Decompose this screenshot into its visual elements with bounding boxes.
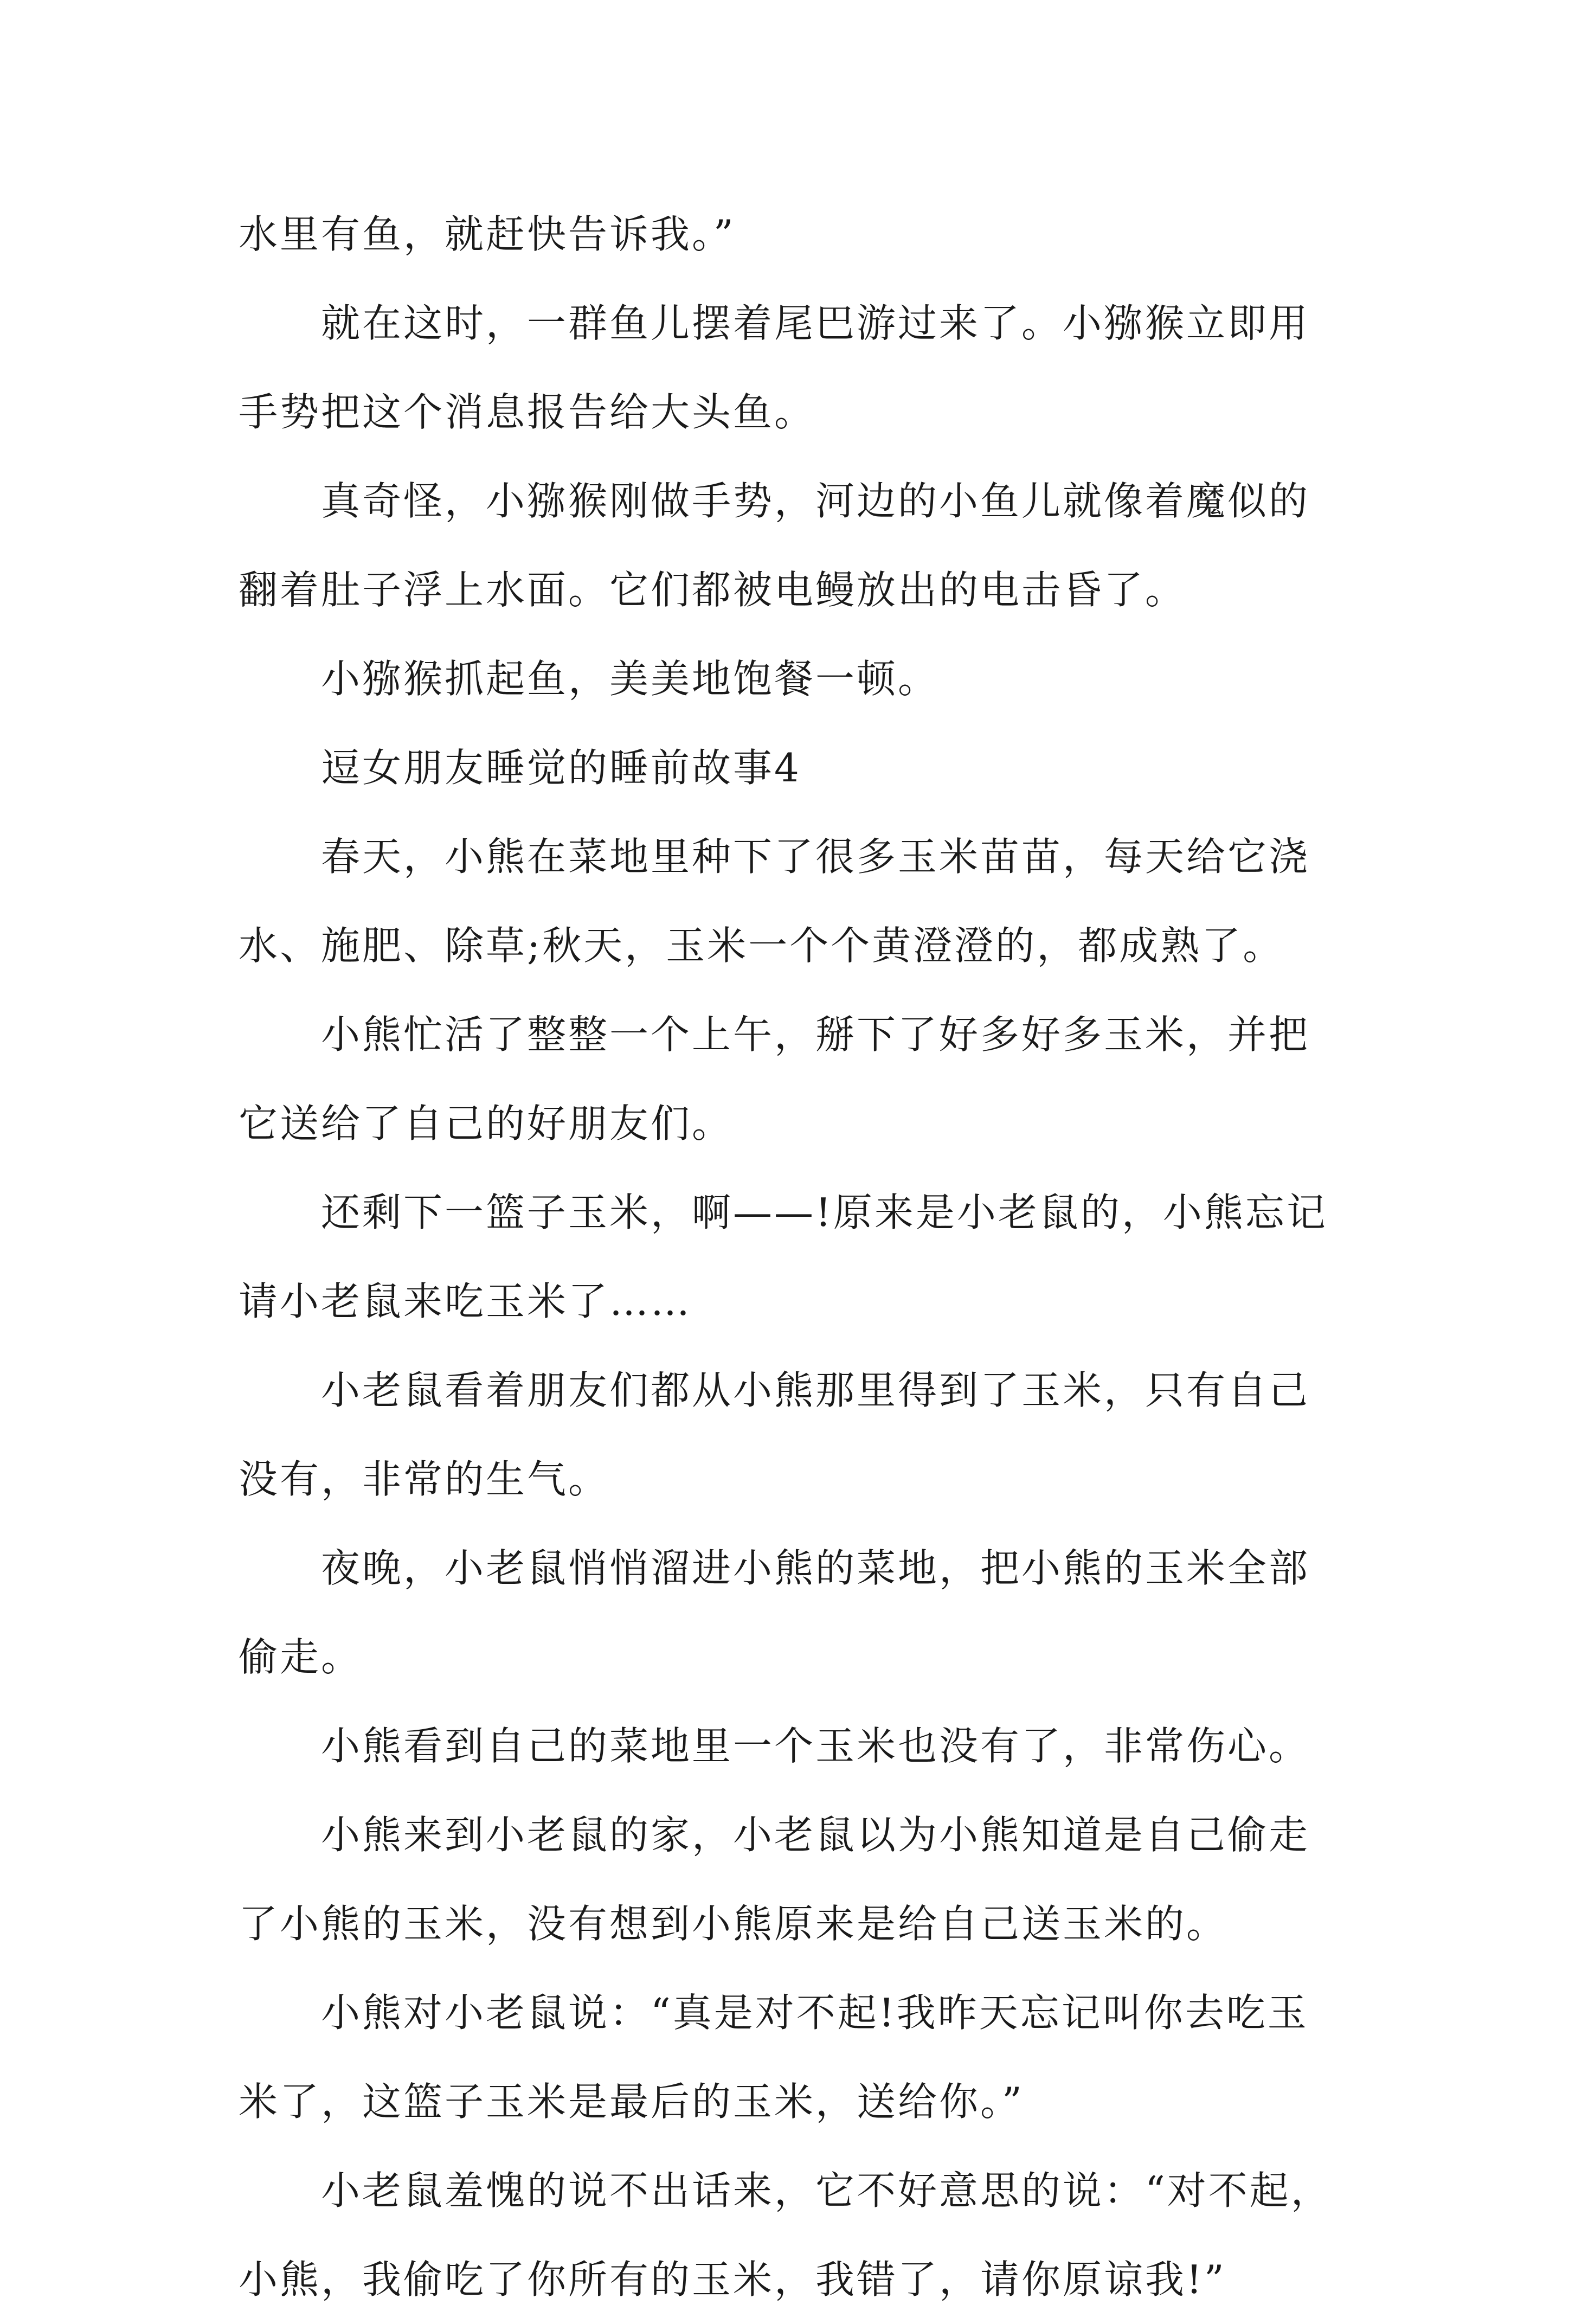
paragraph: 小老鼠羞愧的说不出话来，它不好意思的说：“对不起，小熊，我偷吃了你所有的玉米，我错了，请你原谅我!”: [239, 2168, 1332, 2302]
paragraph: 小熊来到小老鼠的家，小老鼠以为小熊知道是自己偷走了小熊的玉米，没有想到小熊原来是给自己送玉米的。: [239, 1812, 1310, 1947]
paragraph: 春天，小熊在菜地里种下了很多玉米苗苗，每天给它浇水、施肥、除草;秋天，玉米一个个黄澄澄的，都成熟了。: [239, 834, 1310, 968]
paragraph: 就在这时，一群鱼儿摆着尾巴游过来了。小猕猴立即用手势把这个消息报告给大头鱼。: [239, 300, 1310, 435]
paragraph: 夜晚，小老鼠悄悄溜进小熊的菜地，把小熊的玉米全部偷走。: [239, 1545, 1310, 1680]
document-body: [239, 190, 1345, 2324]
paragraph: 小熊忙活了整整一个上午，掰下了好多好多玉米，并把它送给了自己的好朋友们。: [239, 1012, 1310, 1146]
paragraph: 真奇怪，小猕猴刚做手势，河边的小鱼儿就像着魔似的翻着肚子浮上水面。它们都被电鳗放出的电击昏了。: [239, 478, 1310, 613]
paragraph: 小熊对小老鼠说：“真是对不起!我昨天忘记叫你去吃玉米了，这篮子玉米是最后的玉米，送给你。”: [239, 1990, 1309, 2124]
paragraph: 还剩下一篮子玉米，啊——!原来是小老鼠的，小熊忘记请小老鼠来吃玉米了……: [239, 1190, 1328, 1324]
paragraph: 小猕猴抓起鱼，美美地饱餐一顿。: [321, 656, 940, 702]
paragraph-continuation: 水里有鱼，就赶快告诉我。”: [239, 211, 736, 257]
section-heading: 逗女朋友睡觉的睡前故事4: [321, 745, 801, 791]
paragraph: 小熊看到自己的菜地里一个玉米也没有了，非常伤心。: [321, 1723, 1310, 1769]
paragraph: 小老鼠看着朋友们都从小熊那里得到了玉米，只有自己没有，非常的生气。: [239, 1368, 1310, 1502]
